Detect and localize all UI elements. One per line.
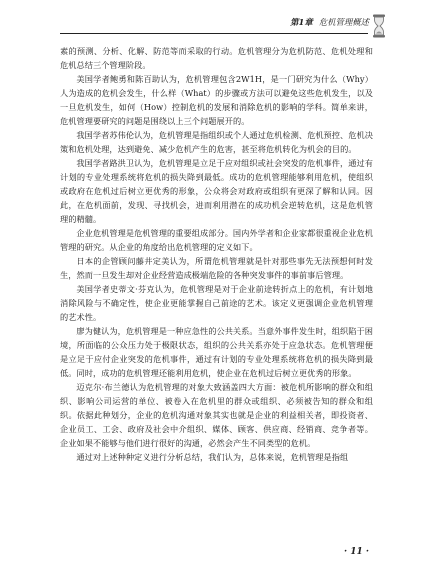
hourglass-icon [371,14,387,38]
paragraph: 素的预测、分析、化解、防范等而采取的行动。危机管理分为危机防范、危机处理和危机总结三个管理阶段。 [60,46,373,70]
chapter-label: 第1章 [290,17,313,27]
paragraph: 日本的企管顾问藤井定美认为，所谓危机管理就是针对那些事先无法预想何时发生，然而一旦发生却对企业经营造成极端危险的各种突发事件的事前事后管理。 [60,256,373,280]
header-text [290,16,369,28]
header-rule [60,33,368,34]
paragraph: 我国学者苏伟伦认为，危机管理是指组织或个人通过危机检测、危机预控、危机决策和危机处理，达到避免、减少危机产生的危害，甚至将危机转化为机会的目的。 [60,130,373,154]
paragraph: 迈克尔·布兰德认为危机管理的对象大致涵盖四大方面：被危机所影响的群众和组织、影响公司运营的单位、被卷入在危机里的群众或组织、必须被告知的群众和组织。依据此种划分，企业的危机沟通对象其实也就是企业的利益相关者，即投资者、企业员工、工会、政府及社会中介组织、媒体、顾客、供应商、经销商、竞争者等。企业如果不能够与他们进行很好的沟通，必然会产生不同类型的危机。 [60,382,373,448]
paragraph: 我国学者路洪卫认为，危机管理是立足于应对组织或社会突发的危机事件，通过有计划的专业处理系统将危机的损失降到最低。成功的危机管理能够利用危机，使组织或政府在危机过后树立更优秀的形象，公众将会对政府或组织有更深了解和认同。因此，在危机面前，发现、寻找机会，进而利用潜在的成功机会逆转危机，这是危机管理的精髓。 [60,158,373,224]
body-text [60,44,373,464]
paragraph: 美国学者鲍勇和陈百助认为，危机管理包含2W1H，是一门研究为什么（Why）人为造成的危机会发生，什么样（What）的步骤或方法可以避免这些危机发生，以及一旦危机发生，如何（How）控制危机的发展和消除危机的影响的学科。简单来讲，危机管理要研究的问题是围绕以上三个问题展开的。 [60,74,373,126]
page-number: · 11 · [343,547,369,557]
chapter-title: 危机管理概述 [318,17,369,27]
paragraph: 通过对上述种种定义进行分析总结，我们认为，总体来说，危机管理是指组 [76,452,349,462]
running-header [0,14,427,44]
paragraph: 企业危机管理是危机管理的重要组成部分。国内外学者和企业家都很重视企业危机管理的研究。从企业的角度给出危机管理的定义如下。 [60,228,373,252]
paragraph: 美国学者史蒂文·芬克认为，危机管理是对于企业前途转折点上的危机，有计划地消除风险与不确定性，使企业更能掌握自己前途的艺术。该定义更强调企业危机管理的艺术性。 [60,284,373,322]
paragraph: 廖为健认为，危机管理是一种应急性的公共关系。当意外事件发生时，组织陷于困境，所面临的公众压力处于极限状态，组织的公共关系亦处于应急状态。危机管理便是立足于应付企业突发的危机事件，通过有计划的专业处理系统将危机的损失降到最低。同时，成功的危机管理还能利用危机，使企业在危机过后树立更优秀的形象。 [60,326,373,378]
